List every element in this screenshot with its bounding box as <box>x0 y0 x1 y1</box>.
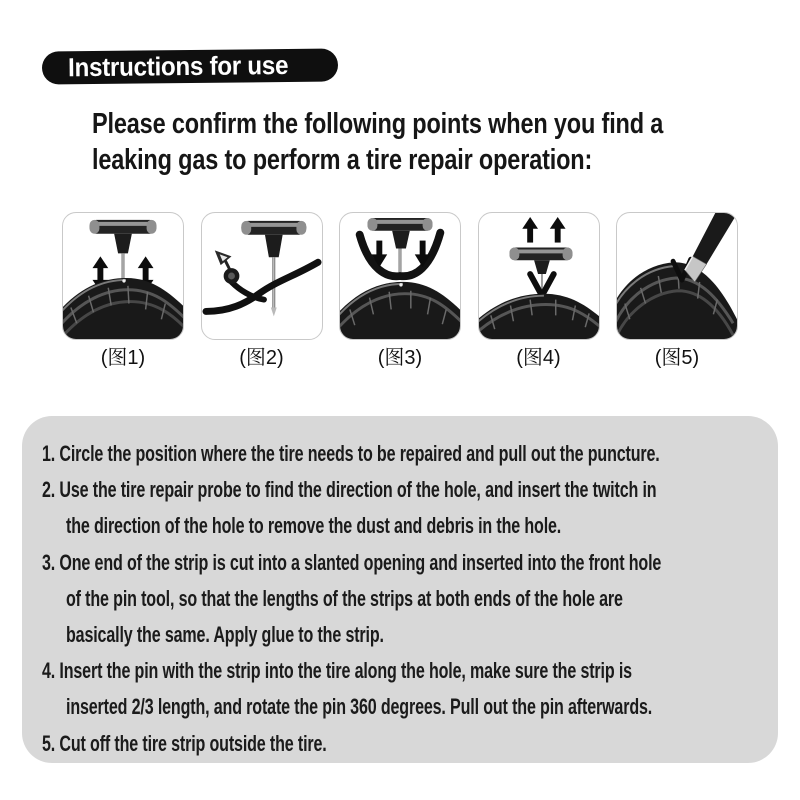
figure-4 <box>478 212 600 369</box>
instruction-line: 2. Use the tire repair probe to find the direction of the hole, and insert the twitch in <box>42 477 657 503</box>
instructions-box <box>22 416 778 763</box>
figure-4-label: (图4) <box>516 347 561 369</box>
figure-3 <box>339 212 461 369</box>
figure-2-label: (图2) <box>239 347 284 369</box>
figure-3-label: (图3) <box>377 347 423 369</box>
figure-row <box>62 212 738 369</box>
instructions-banner <box>42 48 338 84</box>
figure-4-panel <box>478 212 600 340</box>
banner-title: Instructions for use <box>67 49 289 83</box>
plug-tool-up-down-arrows-tire-icon <box>63 213 183 339</box>
figure-5-panel <box>616 212 738 340</box>
plug-tool-threaded-strip-icon <box>202 213 322 339</box>
instruction-line: 5. Cut off the tire strip outside the tire. <box>42 730 327 756</box>
knife-cutting-strip-on-tire-icon <box>617 213 737 339</box>
pull-out-tool-strip-in-tire-icon <box>479 213 599 339</box>
figure-1-panel <box>62 212 184 340</box>
instruction-line: the direction of the hole to remove the dust and debris in the hole. <box>66 513 562 539</box>
figure-5-label: (图5) <box>654 347 700 369</box>
heading-line-1: Please confirm the following points when you find a <box>92 108 664 140</box>
figure-1 <box>62 212 184 369</box>
instruction-line: 4. Insert the pin with the strip into the tire along the hole, make sure the strip is <box>42 658 632 684</box>
instruction-line: of the pin tool, so that the lengths of the strips at both ends of the hole are <box>66 585 623 611</box>
heading-line-2: leaking gas to perform a tire repair operation: <box>92 144 593 176</box>
figure-3-panel <box>339 212 461 340</box>
figure-2 <box>201 212 323 369</box>
page-title <box>92 106 797 178</box>
figure-5 <box>616 212 738 369</box>
instruction-line: 3. One end of the strip is cut into a slanted opening and inserted into the front hole <box>42 549 662 575</box>
figure-2-panel <box>201 212 323 340</box>
instruction-line: 1. Circle the position where the tire needs to be repaired and pull out the puncture. <box>42 441 660 466</box>
instruction-line: basically the same. Apply glue to the strip. <box>66 622 384 648</box>
instruction-line: inserted 2/3 length, and rotate the pin 360 degrees. Pull out the pin afterwards. <box>66 694 653 720</box>
figure-1-label: (图1) <box>100 347 146 369</box>
plug-tool-folded-strip-insert-tire-icon <box>340 213 460 339</box>
